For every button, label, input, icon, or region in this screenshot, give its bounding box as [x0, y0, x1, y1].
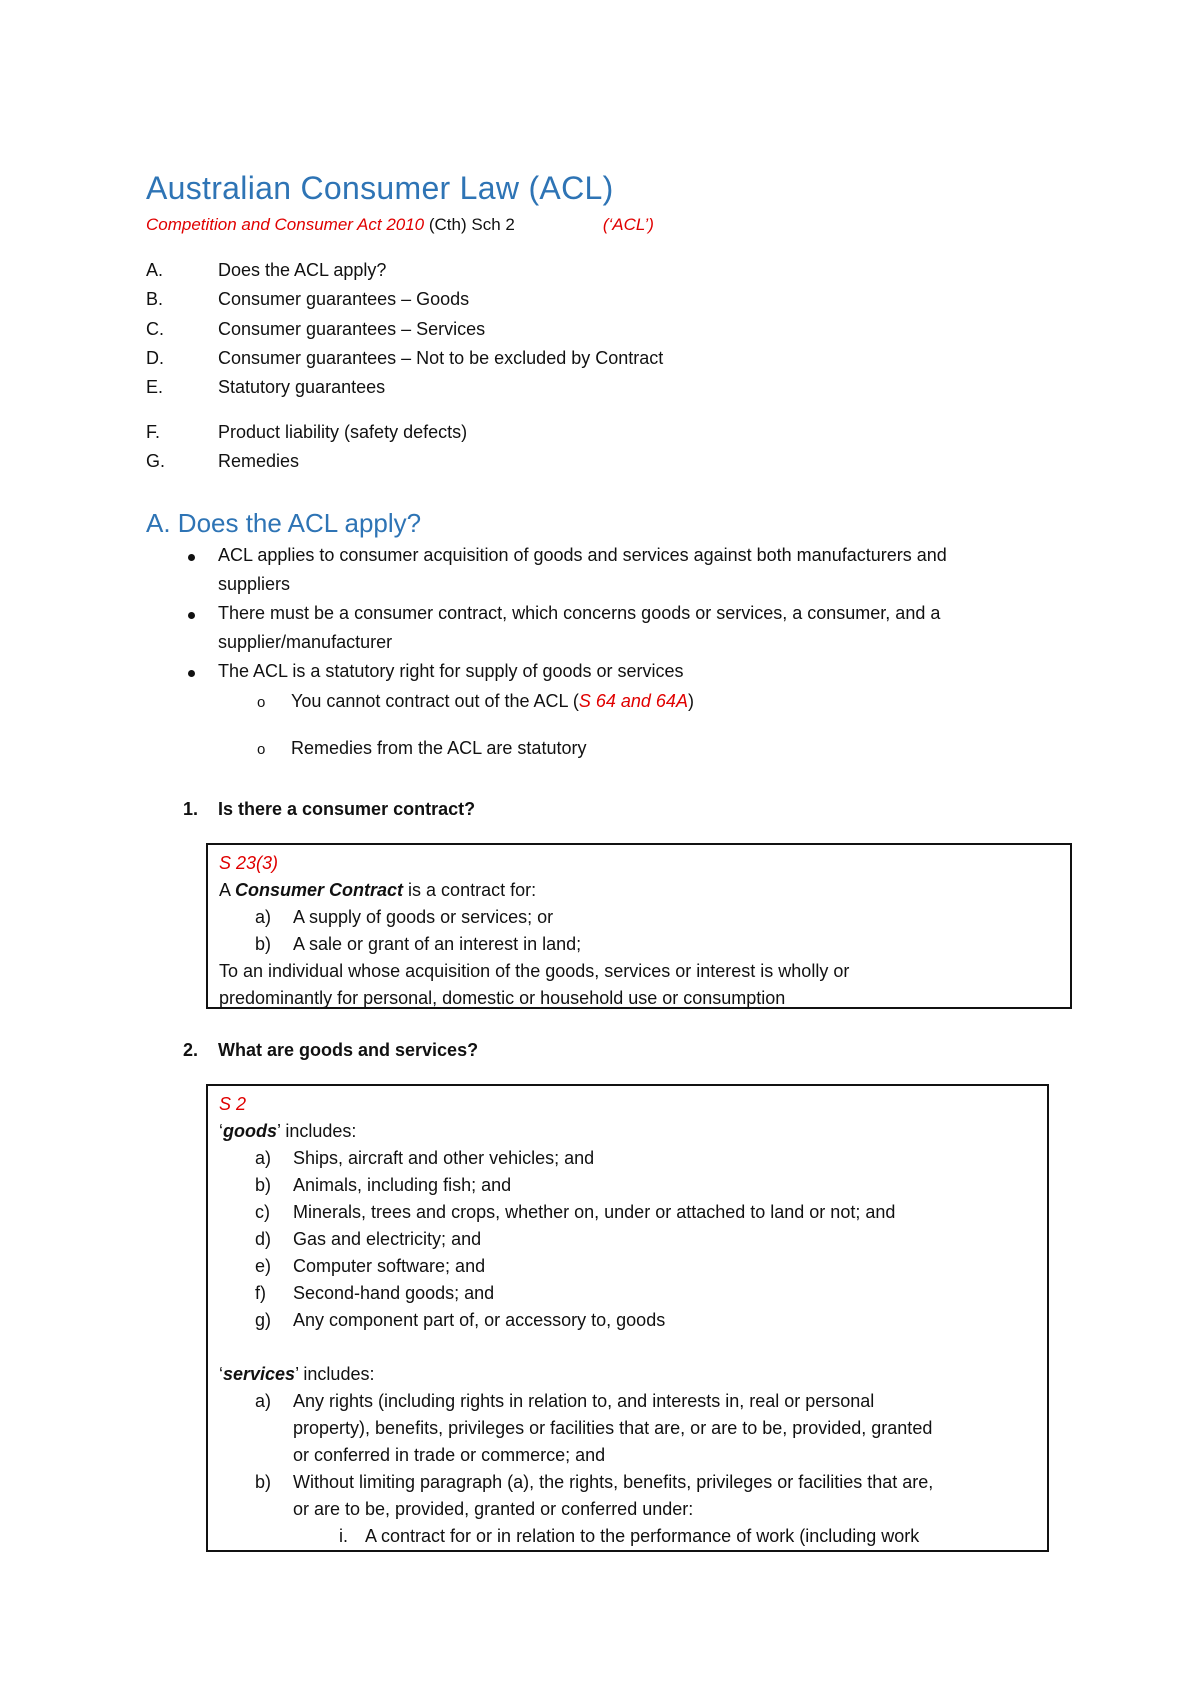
- list-item: Ships, aircraft and other vehicles; and: [293, 1148, 595, 1168]
- bullet-dot-icon: [188, 612, 195, 619]
- list-item: Gas and electricity; and: [293, 1229, 482, 1249]
- question-number: 2.: [183, 1040, 199, 1060]
- list-item-line: Without limiting paragraph (a), the rights, benefits, privileges or facilities that are,: [293, 1472, 934, 1492]
- bullet-dot-icon: [188, 554, 195, 561]
- document-page: Australian Consumer Law (ACL) Competition and Consumer Act 2010 (Cth) Sch 2 (‘ACL’) A. Does the ACL apply? B. Consumer guarantees – Goods C. Consumer guarantees – Services D. Consumer guarantees – Not to be excluded by Contract E. Statutory guarantees F. Product liability (safety defects) G. Remedies A. Does the ACL apply? ACL applies to consumer acquisition of goods and services against both manufacturers and suppliers There must be a consumer contract, which concerns goods or services, a consumer, and a supplier/manufacturer The ACL is a statutory right for supply of goods or services o You cannot contract out of the ACL (S 64 and 64A) o Remedies from the ACL are statutory 1. Is there a consumer contract? S 23(3) A Consumer Contract is a contract for: a) A supply of goods or services; or b) A sale or grant of an interest in land; To an individual whose acquisition of the goods, services or interest is wholly or predominantly for personal, domestic or household use or consumption 2. What are goods and services? S 2 ‘goods’ includes: a) Ships, aircraft and other vehicles; and b) Animals, including fish; and c) Minerals, trees and crops, whether on, under or attached to land or not; and d) Gas and electricity; and e) Computer software; and f) Second-hand goods; and g) Any component part of, or accessory to, goods ‘services’ includes: a) Any rights (including rights in relation to, and interests in, real or personal property), benefits, privileges or facilities that are, or are to be, provided, granted or conferred in trade or commerce; and b) Without limiting paragraph (a), the rights, benefits, privileges or facilities that are, or are to be, provided, granted or conferred under: i. A contract for or in relation to the performance of work (including work: [0, 0, 1200, 1698]
- act-schedule: (Cth) Sch 2: [424, 215, 515, 234]
- bullet-line: ACL applies to consumer acquisition of goods and services against both manufacturers and: [218, 545, 947, 565]
- list-item-line: or are to be, provided, granted or conferred under:: [293, 1499, 694, 1519]
- list-label: a): [255, 907, 272, 927]
- bullet-line: There must be a consumer contract, which concerns goods or services, a consumer, and a: [218, 603, 941, 623]
- act-name: Competition and Consumer Act 2010: [146, 215, 425, 234]
- list-item: Computer software; and: [293, 1256, 486, 1276]
- list-item-line: or conferred in trade or commerce; and: [293, 1445, 606, 1465]
- list-label: d): [255, 1229, 272, 1249]
- section-a-heading: A. Does the ACL apply?: [146, 508, 422, 538]
- list-label: f): [255, 1283, 266, 1303]
- list-label: a): [255, 1148, 272, 1168]
- box-intro: A Consumer Contract is a contract for:: [219, 880, 537, 900]
- list-label: b): [255, 1175, 272, 1195]
- box-reference: S 23(3): [219, 853, 279, 873]
- sub-bullet-line: Remedies from the ACL are statutory: [291, 738, 587, 758]
- list-item: Animals, including fish; and: [293, 1175, 512, 1195]
- list-item-line: property), benefits, privileges or facilities that are, or are to be, provided, granted: [293, 1418, 933, 1438]
- bullet-line: The ACL is a statutory right for supply of goods or services: [218, 661, 684, 681]
- list-label: e): [255, 1256, 272, 1276]
- list-item: Any component part of, or accessory to, goods: [293, 1310, 666, 1330]
- list-item: A supply of goods or services; or: [293, 907, 554, 927]
- box-text-line: To an individual whose acquisition of the goods, services or interest is wholly or: [219, 961, 850, 981]
- list-item: Second-hand goods; and: [293, 1283, 495, 1303]
- circle-bullet-icon: o: [257, 741, 266, 758]
- question-heading: What are goods and services?: [218, 1040, 479, 1060]
- list-item: Minerals, trees and crops, whether on, under or attached to land or not; and: [293, 1202, 896, 1222]
- list-label: a): [255, 1391, 272, 1411]
- list-label: b): [255, 1472, 272, 1492]
- services-intro: ‘services’ includes:: [219, 1364, 375, 1384]
- list-label: b): [255, 934, 272, 954]
- bullet-dot-icon: [188, 670, 195, 677]
- defined-term: services: [223, 1364, 296, 1384]
- list-label: i.: [339, 1526, 348, 1546]
- box-reference: S 2: [219, 1094, 247, 1114]
- list-item-line: A contract for or in relation to the performance of work (including work: [365, 1526, 920, 1546]
- defined-term: goods: [223, 1121, 277, 1141]
- definition-box-goods-services: [206, 1084, 1049, 1552]
- bullet-line: suppliers: [218, 574, 291, 594]
- document-title: Australian Consumer Law (ACL): [146, 170, 614, 206]
- list-item-line: Any rights (including rights in relation to, and interests in, real or personal: [293, 1391, 875, 1411]
- circle-bullet-icon: o: [257, 694, 266, 711]
- document-subtitle: [146, 215, 654, 235]
- box-text-line: predominantly for personal, domestic or household use or consumption: [219, 988, 786, 1008]
- section-reference: S 64 and 64A: [578, 691, 688, 711]
- list-label: c): [255, 1202, 270, 1222]
- list-item: A sale or grant of an interest in land;: [293, 934, 582, 954]
- definition-box-consumer-contract: [206, 843, 1072, 1009]
- question-number: 1.: [183, 799, 199, 819]
- sub-bullet-line: You cannot contract out of the ACL (S 64 and 64A): [291, 691, 694, 711]
- defined-term: Consumer Contract: [235, 880, 404, 900]
- list-label: g): [255, 1310, 272, 1330]
- goods-intro: ‘goods’ includes:: [219, 1121, 357, 1141]
- bullet-line: supplier/manufacturer: [218, 632, 393, 652]
- question-heading: Is there a consumer contract?: [218, 799, 476, 819]
- act-abbreviation: (‘ACL’): [602, 215, 654, 234]
